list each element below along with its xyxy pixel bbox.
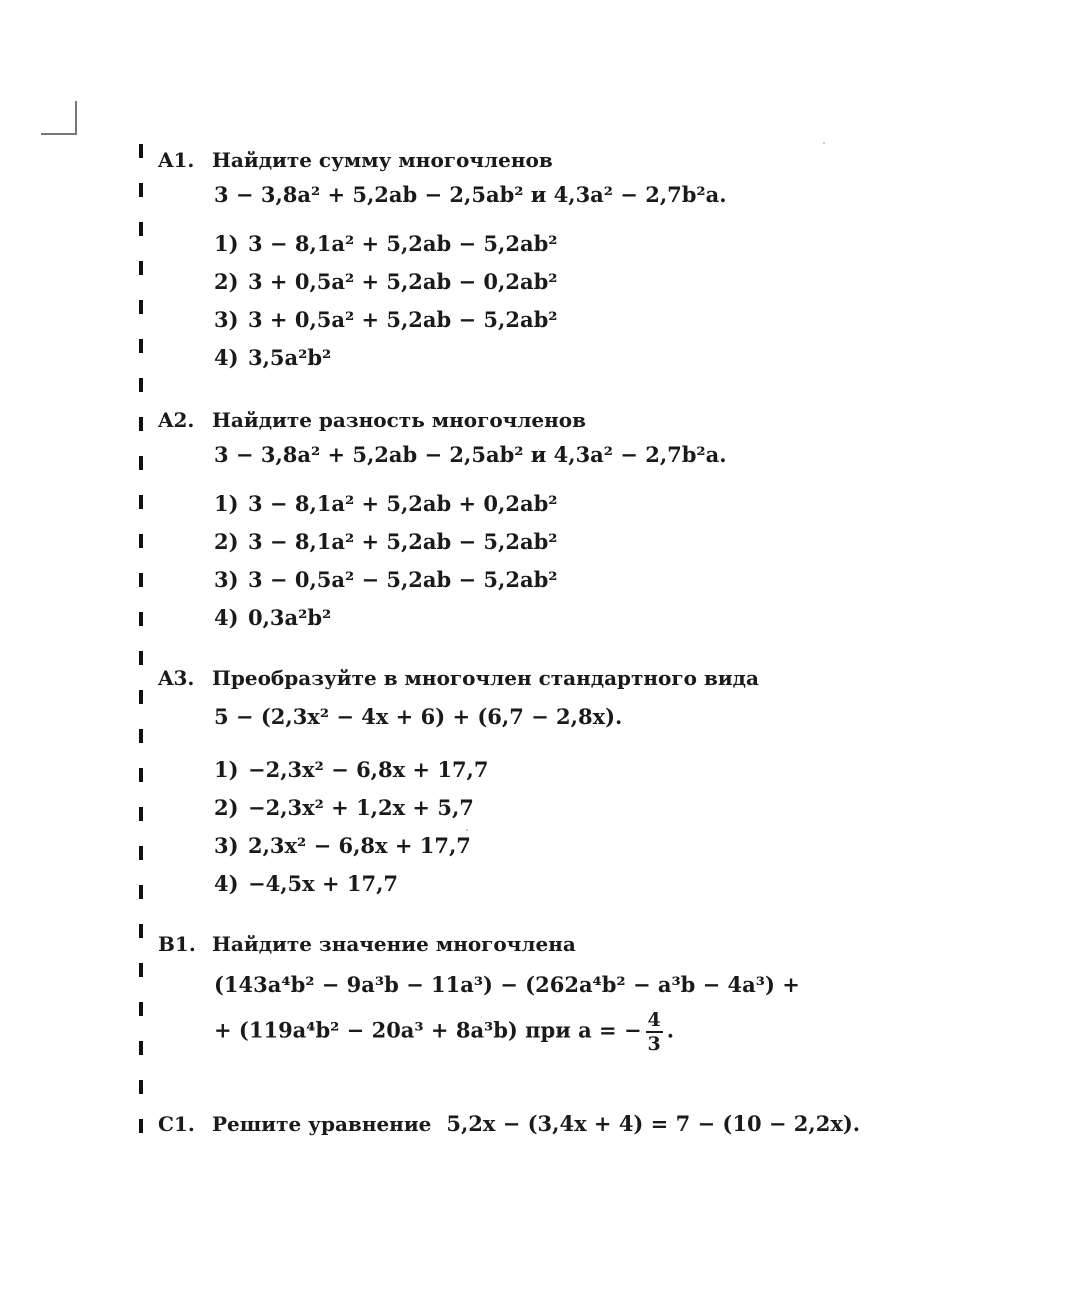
- task-expression: 3 − 3,8a² + 5,2ab − 2,5ab² и 4,3a² − 2,7b²a.: [214, 442, 727, 467]
- task-prompt: Решите уравнение: [212, 1112, 432, 1136]
- answer-option[interactable]: 1) −2,3x² − 6,8x + 17,7: [214, 757, 489, 782]
- answer-option[interactable]: 2) −2,3x² + 1,2x + 5,7: [214, 795, 474, 820]
- task-header: [158, 932, 800, 956]
- task-header: [158, 1111, 860, 1136]
- task-a3: [158, 666, 759, 903]
- options-list: [158, 225, 727, 377]
- fraction-numerator: 4: [647, 1009, 661, 1031]
- options-list: [158, 485, 727, 637]
- dashed-cut-line: [139, 144, 143, 1156]
- fraction-denominator: 3: [647, 1033, 661, 1055]
- task-code: C1.: [158, 1112, 195, 1136]
- answer-option[interactable]: 4) 3,5a²b²: [214, 345, 332, 370]
- answer-option[interactable]: 2) 3 − 8,1a² + 5,2ab − 5,2ab²: [214, 529, 558, 554]
- task-prompt: Найдите сумму многочленов: [212, 148, 553, 172]
- task-expression: 5 − (2,3x² − 4x + 6) + (6,7 − 2,8x).: [214, 704, 623, 729]
- answer-option[interactable]: 3) 2,3x² − 6,8x + 17,7: [214, 833, 471, 858]
- options-list: [158, 751, 759, 903]
- task-code: A1.: [158, 148, 195, 172]
- page-corner-mark: [41, 101, 77, 135]
- task-code: B1.: [158, 932, 196, 956]
- task-a2: [158, 408, 727, 637]
- fraction: [646, 1009, 663, 1055]
- task-expression-line2: + (119a⁴b² − 20a³ + 8a³b) при a = − $\frac{4}{3}$ .: [214, 1009, 675, 1055]
- task-a1: [158, 148, 727, 377]
- answer-option[interactable]: 4) 0,3a²b²: [214, 605, 332, 630]
- task-expression: 5,2x − (3,4x + 4) = 7 − (10 − 2,2x).: [446, 1111, 861, 1136]
- task-header: [158, 148, 727, 172]
- task-code: A3.: [158, 666, 195, 690]
- scan-speck: [823, 142, 825, 144]
- task-prompt: Найдите разность многочленов: [212, 408, 587, 432]
- answer-option[interactable]: 1) 3 − 8,1a² + 5,2ab + 0,2ab²: [214, 491, 558, 516]
- answer-option[interactable]: 3) 3 + 0,5a² + 5,2ab − 5,2ab²: [214, 307, 558, 332]
- task-code: A2.: [158, 408, 195, 432]
- task-expression: 3 − 3,8a² + 5,2ab − 2,5ab² и 4,3a² − 2,7b²a.: [214, 182, 727, 207]
- answer-option[interactable]: 3) 3 − 0,5a² − 5,2ab − 5,2ab²: [214, 567, 558, 592]
- task-prompt: Преобразуйте в многочлен стандартного вида: [212, 666, 759, 690]
- task-c1: [158, 1111, 860, 1136]
- task-b1: [158, 932, 800, 1055]
- answer-option[interactable]: 4) −4,5x + 17,7: [214, 871, 399, 896]
- answer-option[interactable]: 2) 3 + 0,5a² + 5,2ab − 0,2ab²: [214, 269, 558, 294]
- task-expression-line1: (143a⁴b² − 9a³b − 11a³) − (262a⁴b² − a³b − 4a³) +: [214, 972, 800, 997]
- task-prompt: Найдите значение многочлена: [212, 932, 576, 956]
- task-header: [158, 666, 759, 690]
- task-header: [158, 408, 727, 432]
- answer-option[interactable]: 1) 3 − 8,1a² + 5,2ab − 5,2ab²: [214, 231, 558, 256]
